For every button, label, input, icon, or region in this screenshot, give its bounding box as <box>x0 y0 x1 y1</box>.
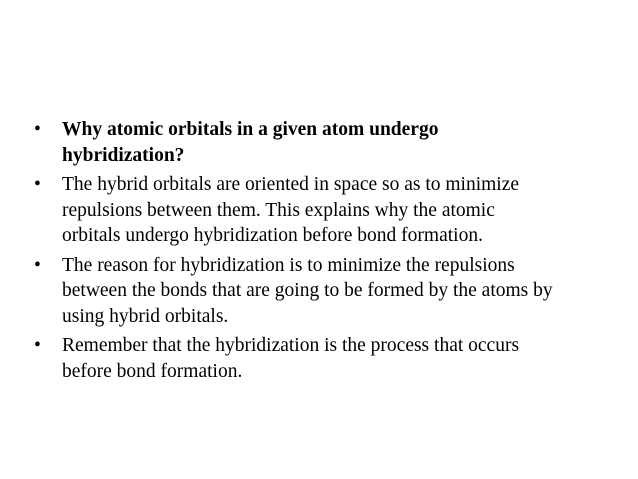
bullet-text-line: The hybrid orbitals are oriented in space so as to minimize <box>62 174 520 195</box>
bullet-text-line: orbitals undergo hybridization before bond formation. <box>62 225 483 246</box>
bullet-item-oriented <box>34 172 614 249</box>
bullet-list <box>34 117 614 388</box>
bullet-text-line: Why atomic orbitals in a given atom undergo <box>62 119 439 140</box>
bullet-item-question <box>34 117 614 168</box>
bullet-item-remember <box>34 333 614 384</box>
bullet-text-line: repulsions between them. This explains why the atomic <box>62 199 495 221</box>
bullet-text-line: using hybrid orbitals. <box>62 305 229 327</box>
bullet-icon: • <box>34 254 41 276</box>
bullet-text-line: before bond formation. <box>62 360 243 382</box>
bullet-item-reason <box>34 253 614 330</box>
bullet-text-line: The reason for hybridization is to minimize the repulsions <box>62 254 515 276</box>
bullet-text-line: Remember that the hybridization is the process that occurs <box>62 335 520 356</box>
bullet-text-line: between the bonds that are going to be formed by the atoms by <box>62 280 553 301</box>
bullet-icon: • <box>34 119 41 140</box>
bullet-text-line: hybridization? <box>62 144 185 166</box>
bullet-icon: • <box>34 174 41 195</box>
bullet-icon: • <box>34 335 41 356</box>
